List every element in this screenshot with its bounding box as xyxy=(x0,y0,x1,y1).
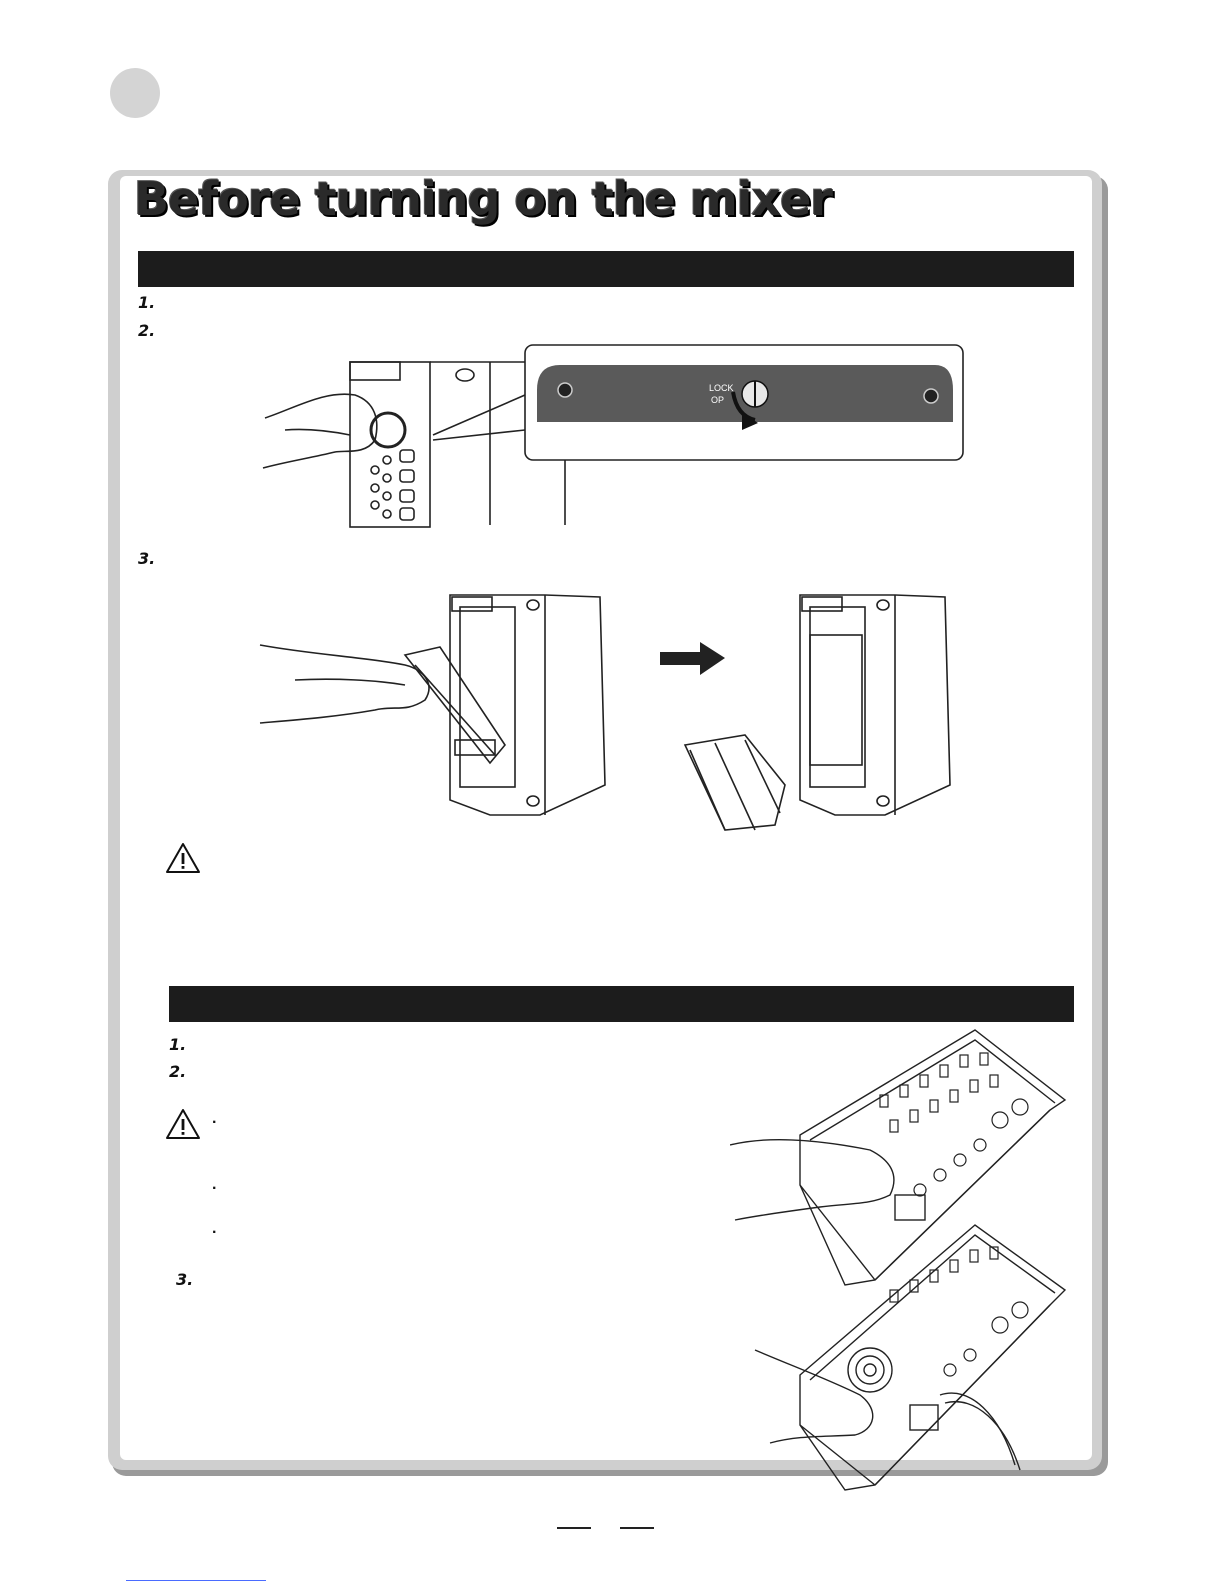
section-header-bar-2 xyxy=(169,986,1074,1022)
section2-step-1-number: 1. xyxy=(169,1035,187,1054)
section1-step-3-number: 3. xyxy=(138,549,156,568)
page-number-line-left xyxy=(557,1527,591,1529)
remove-mixer-illustration xyxy=(255,585,975,835)
unlock-mixer-illustration xyxy=(255,340,975,530)
section1-step-1-number: 1. xyxy=(138,293,156,312)
caution-bullet-dot: · xyxy=(212,1180,218,1197)
page-number-line-right xyxy=(620,1527,654,1529)
section2-step-3-number: 3. xyxy=(176,1270,194,1289)
power-connection-illustration xyxy=(730,1025,1080,1500)
caution-icon xyxy=(165,1108,201,1140)
footer-link-underline xyxy=(126,1580,266,1581)
caution-icon xyxy=(165,842,201,874)
section-header-bar-1 xyxy=(138,251,1074,287)
open-label: OP xyxy=(711,395,725,405)
lock-label: LOCK xyxy=(709,383,734,393)
section2-step-2-number: 2. xyxy=(169,1062,187,1081)
section1-step-2-number: 2. xyxy=(138,321,156,340)
caution-bullet-dot: · xyxy=(212,1114,218,1131)
caution-bullet-dot: · xyxy=(212,1224,218,1241)
page-title: Before turning on the mixer xyxy=(134,172,832,226)
page-bullet-circle xyxy=(110,68,160,118)
